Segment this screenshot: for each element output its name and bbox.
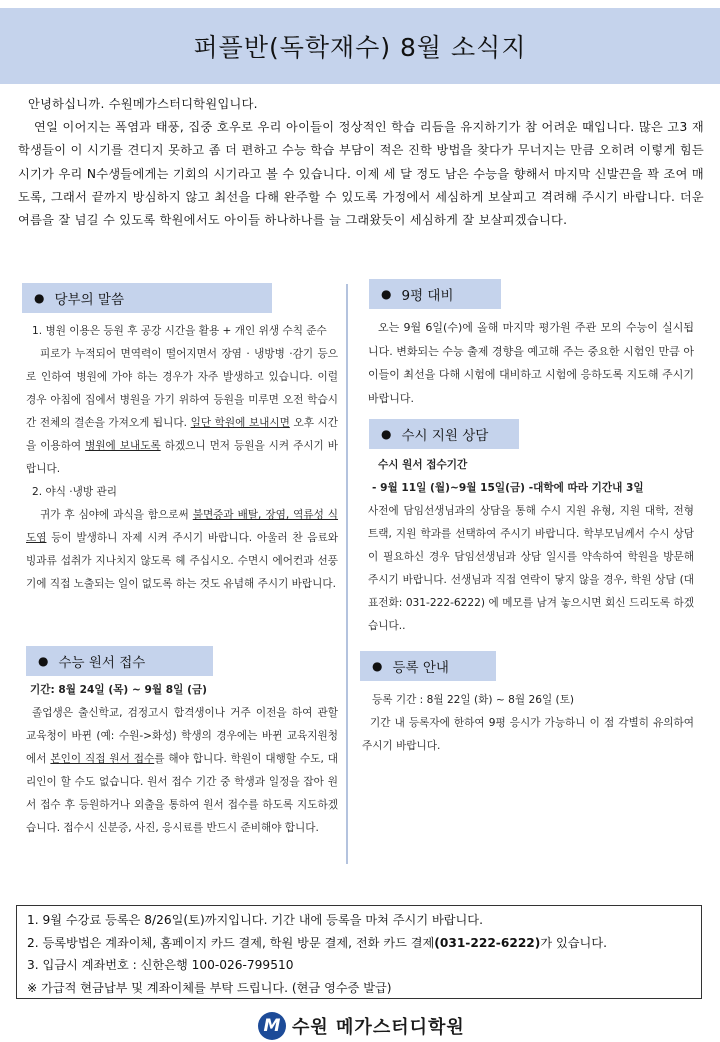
logo-text: 수원 메가스터디학원 [292,1017,465,1038]
register-body [362,689,694,758]
megastudy-logo-icon: M [258,1012,286,1040]
application-heading: 수능 원서 접수 [58,655,146,671]
notice-item1-text-c: 하겠으니 먼저 등원을 시켜 주시기 바랍니다. [26,440,338,475]
register-period: 등록 기간 : 8월 22일 (화) ~ 8월 26일 (토) [372,694,575,706]
application-body [26,679,338,840]
intro-text [18,93,704,232]
notice-item2-text-b: 등이 발생하니 자제 시켜 주시기 바랍니다. 아울러 찬 음료와 빙과류 섭취가 지나치지 않도록 헤 주십시오. 수면시 에어컨과 선풍기에 직접 노출되는 일이 없도록 하는 것도 유념해 주시기 바랍니다. [26,532,338,590]
application-text-b: 를 해야 합니다. 학원이 대행할 수도, 대리인이 할 수도 없습니다. 원서 접수 기간 중 학생과 일정을 잡아 원서 접수 후 등원하거나 외출을 통하여 원서 접수를 하도록 지도하겠습니다. 접수시 신분증, 사진, 응시료를 반드시 준비해야 합니다. [26,753,338,834]
bullet-icon: ● [381,287,392,301]
payment-line-2-c: 가 있습니다. [540,935,607,950]
susi-heading: 수시 지원 상담 [401,428,489,444]
notice-item2-title: 2. 야식 ·냉방 관리 [32,486,117,498]
payment-info-box [16,905,702,999]
notice-item1-body [26,343,338,481]
notice-section-header [22,283,272,313]
mock-text: 오는 9월 6일(수)에 올해 마지막 평가원 주관 모의 수능이 실시됩니다. 변화되는 수능 출제 경향을 예고해 주는 중요한 시험인 만큼 아이들이 최선을 다해 시험에 대비하고 시험에 응하도록 지도해 주시기 바랍니다. [368,321,694,405]
register-heading: 등록 안내 [392,660,449,676]
notice-item2-body [26,504,338,596]
bullet-icon: ● [38,654,49,668]
notice-item1-text-b: 오후 시간을 이용하여 [26,417,338,452]
intro-paragraph: 연일 이어지는 폭염과 태풍, 집중 호우로 우리 아이들이 정상적인 학습 리듬을 유지하기가 참 어려운 때입니다. 많은 고3 재학생들이 이 시기를 견디지 못하고 좀 더 편하고 수능 학습 부담이 적은 진학 방법을 찾다가 무너지는 만큼 오히려 이렇게 힘든 시기가 우리 N수생들에게는 기회의 시기라고 볼 수 있습니다. 이제 세 달 정도 남은 수능을 향해서 마지막 신발끈을 꽉 조여 매도록, 그래서 끝까지 방심하지 않고 최선을 다해 완주할 수 있도록 가정에서 세심하게 보살피고 격려해 주시기 바랍니다. 더운 여름을 잘 넘길 수 있도록 학원에서도 아이들 하나하나를 늘 그래왔듯이 세심하게 잘 보살피겠습니다. [18,120,704,228]
notice-item2-text-a: 귀가 후 심야에 과식을 함으로써 [40,509,193,521]
application-section-header [26,646,213,676]
register-section-header [360,651,496,681]
payment-line-2 [27,932,701,955]
notice-item2-underline: 불면증과 배탈, 장염, 역류성 식도염 [26,509,338,544]
application-text [26,702,338,840]
susi-period: - 9월 11일 (월)~9월 15일(금) -대학에 따라 기간내 3일 [372,482,644,494]
susi-subtitle: 수시 원서 접수기간 [378,459,468,471]
susi-section-header [369,419,519,449]
notice-body [26,320,338,596]
bullet-icon: ● [372,659,383,673]
susi-body [368,454,694,638]
notice-item1-title: 1. 병원 이용은 등원 후 공강 시간을 활용 + 개인 위생 수칙 준수 [32,325,327,337]
mock-section-header [369,279,501,309]
greeting: 안녕하십니까. 수원메가스터디학원입니다. [28,97,258,111]
notice-heading: 당부의 말씀 [54,292,124,308]
notice-item1-underline2: 병원에 보내도록 [85,440,161,452]
column-divider [346,284,348,864]
payment-line-1: 1. 9월 수강료 등록은 8/26일(토)까지입니다. 기간 내에 등록을 마쳐 주시기 바랍니다. [27,913,483,927]
payment-line-4: ※ 가급적 현금납부 및 계좌이체를 부탁 드립니다. (현금 영수증 발급) [27,980,392,995]
payment-line-2-a: 2. 등록방법은 계좌이체, 홈페이지 카드 결제, 학원 방문 결제, 전화 카드 결제 [27,935,435,950]
application-underline: 본인이 직접 원서 접수 [50,753,155,765]
application-text-a: 졸업생은 출신학교, 검정고시 합격생이나 거주 이전을 하여 관할 교육청이 바뀐 (예: 수원->화성) 학생의 경우에는 바뀐 교육지원청에서 [26,707,338,765]
title-banner [0,8,720,84]
mock-heading: 9평 대비 [401,288,454,304]
payment-line-3: 3. 입금시 계좌번호 : 신한은행 100-026-799510 [27,958,294,972]
notice-item1-underline1: 일단 학원에 보내시면 [190,417,290,429]
bullet-icon: ● [34,291,45,305]
susi-text: 사전에 담임선생님과의 상담을 통해 수시 지원 유형, 지원 대학, 전형 트랙, 지원 학과를 선택하여 주시기 바랍니다. 학부모님께서 수시 상담이 필요하신 경우 담임선생님과 상담 일시를 약속하여 학원을 방문해 주시기 바랍니다. 선생님과 직접 연락이 닿지 않을 경우, 학원 상담 (대표전화: 031-222-6222) 에 메모를 남겨 놓으시면 회신 드리도록 하겠습니다.. [368,505,694,632]
payment-phone: (031-222-6222) [434,935,541,950]
notice-item1-text-a: 피로가 누적되어 면역력이 떨어지면서 장염 · 냉방병 ·감기 등으로 인하여 병원에 가야 하는 경우가 자주 발생하고 있습니다. 이럴 경우 아침에 집에서 병원을 가기 위하여 등원을 미루면 오전 학습시간 전체의 결손을 가져오게 됩니다. [26,348,338,429]
bullet-icon: ● [381,427,392,441]
academy-logo [258,1010,465,1042]
application-period: 기간: 8월 24일 (목) ~ 9월 8일 (금) [30,684,208,696]
page-title: 퍼플반(독학재수) 8월 소식지 [193,33,527,62]
register-text: 기간 내 등록자에 한하여 9평 응시가 가능하니 이 점 각별히 유의하여 주시기 바랍니다. [362,717,694,752]
mock-body [368,316,694,410]
